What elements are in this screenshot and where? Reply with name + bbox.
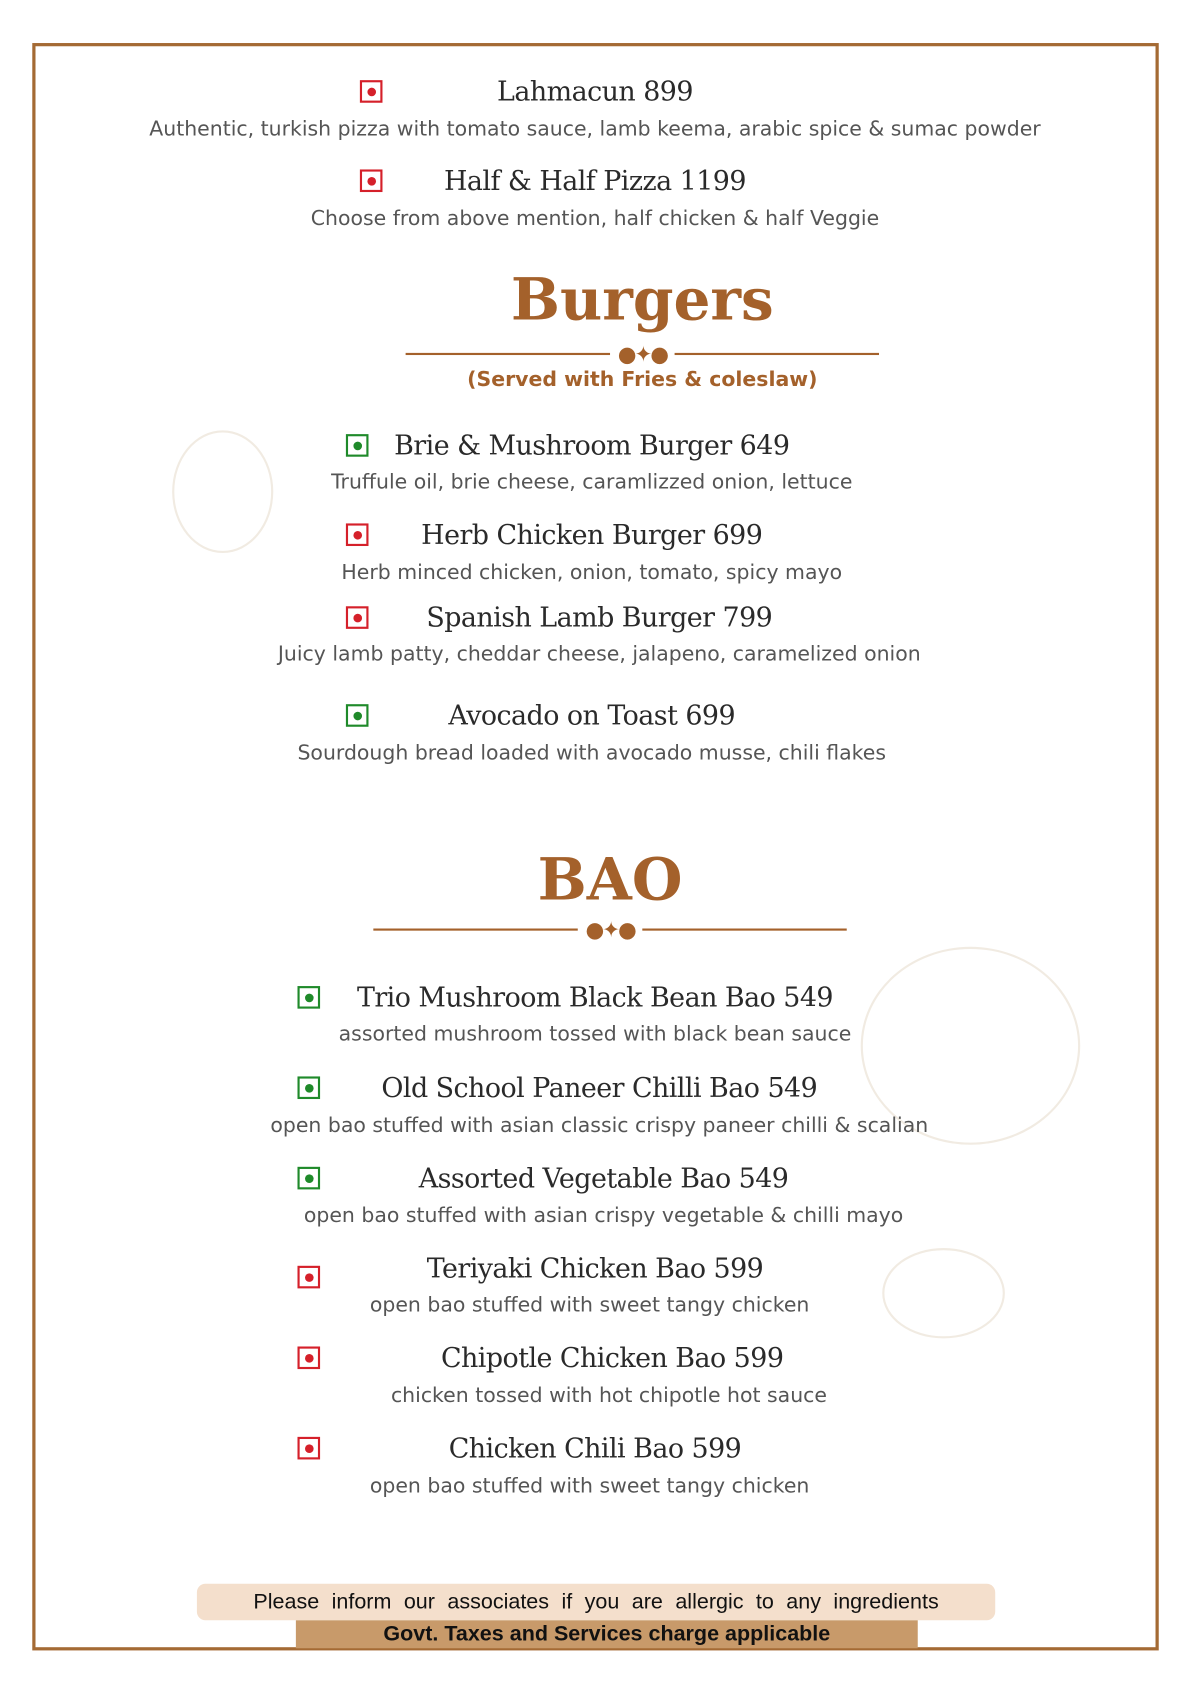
menu-item-description: Authentic, turkish pizza with tomato sauce, lamb keema, arabic spice & sumac powder bbox=[149, 117, 1041, 141]
onion-illustration bbox=[172, 430, 273, 553]
menu-item-title: Avocado on Toast 699 bbox=[448, 699, 736, 732]
indicator-dot bbox=[353, 530, 362, 539]
nonveg-indicator-icon bbox=[346, 523, 369, 546]
indicator-dot bbox=[353, 441, 362, 450]
indicator-dot bbox=[304, 993, 313, 1002]
menu-item-title: Chipotle Chicken Bao 599 bbox=[440, 1342, 784, 1374]
tax-notice: Govt. Taxes and Services charge applicable bbox=[296, 1620, 918, 1648]
nonveg-indicator-icon bbox=[346, 606, 369, 629]
divider-line bbox=[675, 353, 879, 355]
allergy-notice: Please inform our associates if you are allergic to any ingredients bbox=[197, 1584, 995, 1621]
nonveg-indicator-icon bbox=[360, 80, 383, 103]
indicator-dot bbox=[304, 1083, 313, 1092]
menu-item-description: Sourdough bread loaded with avocado musse, chili flakes bbox=[297, 741, 887, 765]
divider-ornament-icon: ●✦● bbox=[585, 916, 635, 943]
indicator-dot bbox=[304, 1273, 313, 1282]
veg-indicator-icon bbox=[346, 704, 369, 727]
menu-item-description: Truffule oil, brie cheese, caramlizzed onion, lettuce bbox=[331, 470, 853, 494]
menu-item-description: open bao stuffed with sweet tangy chicken bbox=[369, 1293, 810, 1317]
divider-line bbox=[373, 929, 577, 931]
mushroom-illustration bbox=[882, 1248, 1005, 1338]
menu-item-description: chicken tossed with hot chipotle hot sauce bbox=[390, 1383, 827, 1408]
menu-item-title: Teriyaki Chicken Bao 599 bbox=[426, 1252, 764, 1285]
indicator-dot bbox=[367, 176, 376, 185]
menu-item-title: Brie & Mushroom Burger 649 bbox=[394, 429, 790, 462]
indicator-dot bbox=[304, 1444, 313, 1453]
indicator-dot bbox=[353, 711, 362, 720]
nonveg-indicator-icon bbox=[360, 169, 383, 192]
divider-line bbox=[406, 353, 610, 355]
burgers-heading: Burgers bbox=[510, 264, 774, 334]
burgers-subtitle: (Served with Fries & coleslaw) bbox=[467, 367, 818, 392]
menu-item-description: open bao stuffed with sweet tangy chicken bbox=[369, 1473, 810, 1498]
veg-indicator-icon bbox=[297, 1167, 320, 1190]
menu-item-description: open bao stuffed with asian crispy vegetable & chilli mayo bbox=[303, 1203, 904, 1228]
indicator-dot bbox=[367, 87, 376, 96]
menu-item-description: Choose from above mention, half chicken & half Veggie bbox=[310, 206, 880, 231]
veg-indicator-icon bbox=[346, 434, 369, 457]
menu-item-title: Half & Half Pizza 1199 bbox=[444, 165, 746, 197]
divider-line bbox=[642, 929, 846, 931]
menu-item-description: Juicy lamb patty, cheddar cheese, jalapeno, caramelized onion bbox=[277, 642, 921, 666]
indicator-dot bbox=[353, 613, 362, 622]
menu-item-description: assorted mushroom tossed with black bean sauce bbox=[338, 1022, 852, 1046]
menu-item-title: Assorted Vegetable Bao 549 bbox=[418, 1162, 789, 1194]
menu-item-description: Herb minced chicken, onion, tomato, spicy mayo bbox=[341, 560, 843, 585]
veg-indicator-icon bbox=[297, 986, 320, 1009]
indicator-dot bbox=[304, 1174, 313, 1183]
menu-item-title: Lahmacun 899 bbox=[497, 75, 693, 108]
bao-heading: BAO bbox=[537, 844, 683, 914]
nonveg-indicator-icon bbox=[297, 1266, 320, 1289]
veg-indicator-icon bbox=[297, 1076, 320, 1099]
nonveg-indicator-icon bbox=[297, 1437, 320, 1460]
menu-item-title: Old School Paneer Chilli Bao 549 bbox=[381, 1072, 818, 1104]
menu-item-title: Trio Mushroom Black Bean Bao 549 bbox=[356, 981, 833, 1013]
menu-item-title: Herb Chicken Burger 699 bbox=[421, 519, 763, 551]
divider-ornament-icon: ●✦● bbox=[617, 341, 667, 367]
menu-item-title: Spanish Lamb Burger 799 bbox=[426, 601, 773, 634]
menu-item-title: Chicken Chili Bao 599 bbox=[448, 1432, 742, 1464]
indicator-dot bbox=[304, 1353, 313, 1362]
nonveg-indicator-icon bbox=[297, 1346, 320, 1369]
menu-item-description: open bao stuffed with asian classic crispy paneer chilli & scalian bbox=[270, 1113, 929, 1138]
